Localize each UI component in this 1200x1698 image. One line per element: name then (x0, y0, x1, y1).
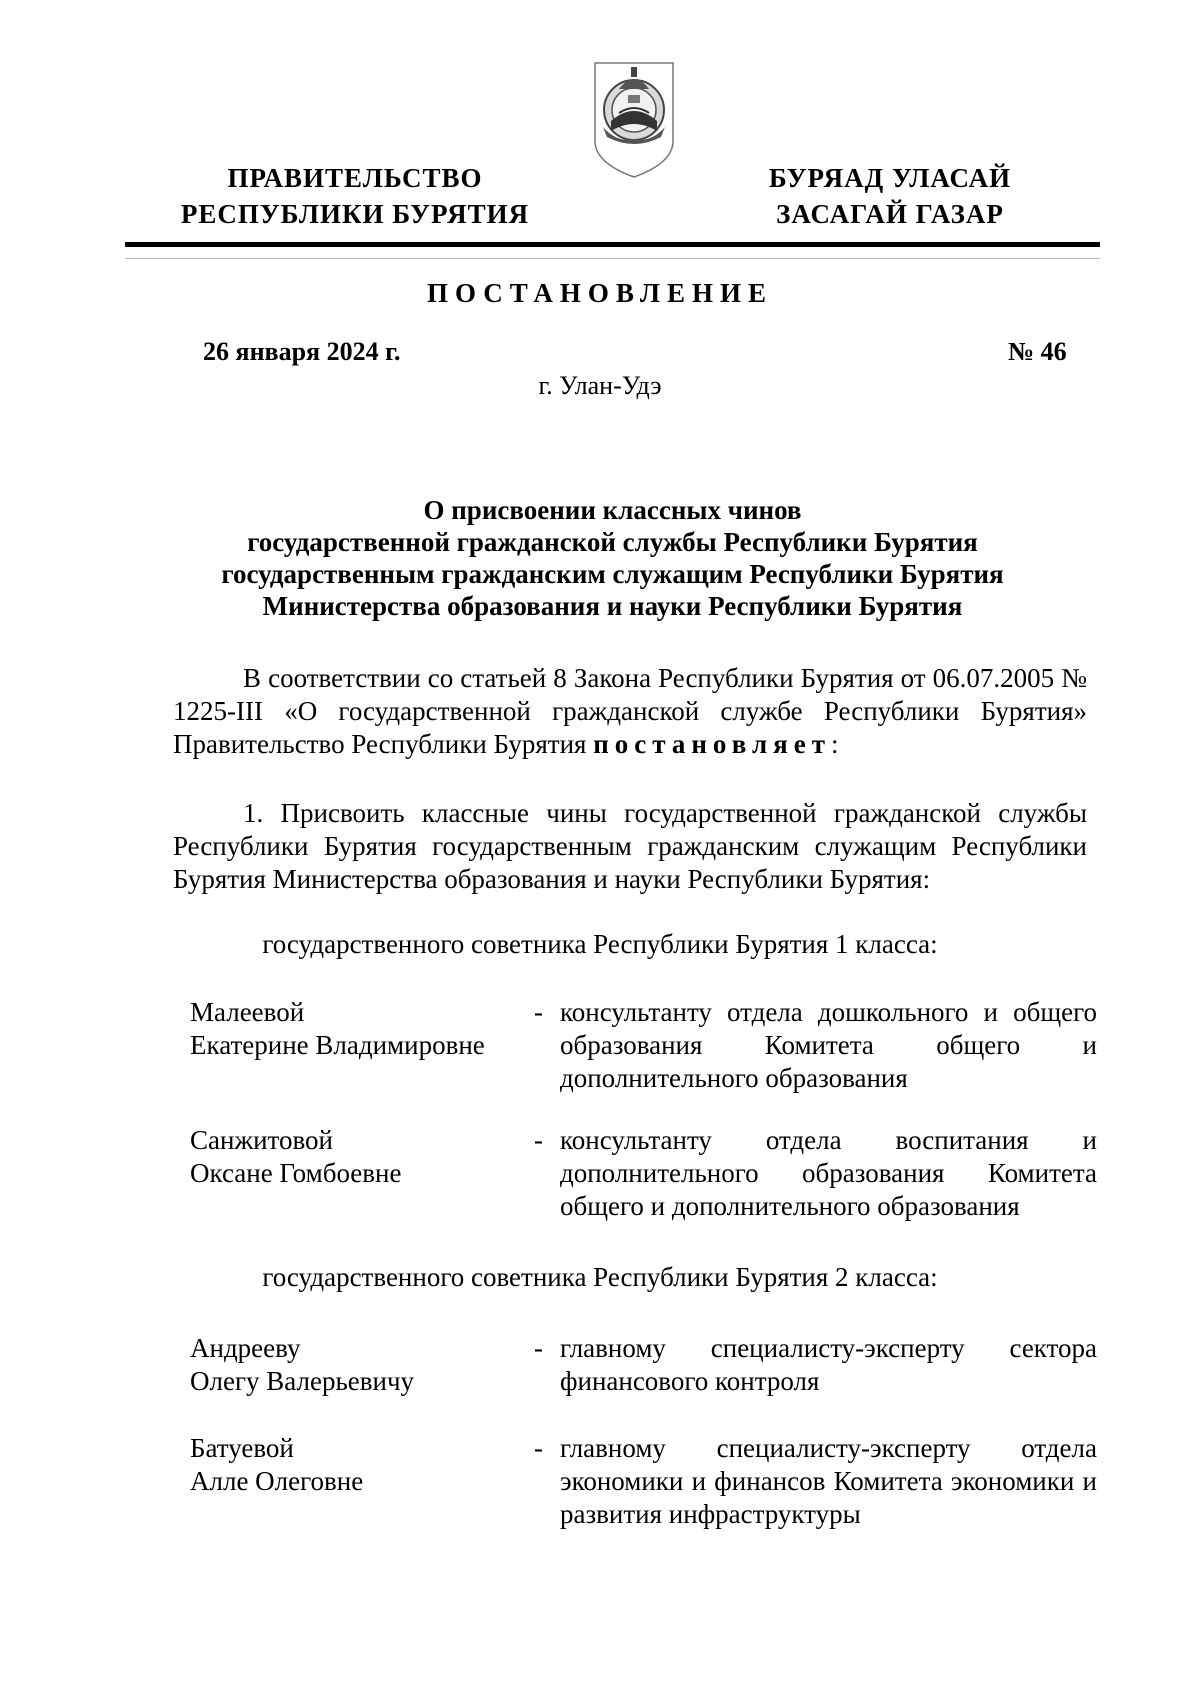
header-divider-thin (125, 258, 1100, 259)
org-left-line-2: РЕСПУБЛИКИ БУРЯТИЯ (180, 199, 530, 229)
rank-heading-1: государственного советника Республики Бурятия 1 класса: (262, 929, 938, 959)
government-name-russian (170, 160, 540, 232)
person-surname: Санжитовой (190, 1125, 334, 1155)
entry-dash: - (534, 1333, 543, 1363)
person-position: главному специалисту-эксперту отдела экономики и финансов Комитета экономики и развития инфраструктуры (560, 1433, 1097, 1529)
government-name-buryat (745, 160, 1035, 232)
person-given-names: Екатерине Владимировне (190, 1030, 485, 1060)
org-left-line-1: ПРАВИТЕЛЬСТВО (227, 163, 483, 193)
entry-dash: - (534, 997, 543, 1027)
org-right-line-1: БУРЯАД УЛАСАЙ (768, 163, 1012, 193)
document-type: ПОСТАНОВЛЕНИЕ (426, 278, 774, 308)
person-surname: Андрееву (190, 1333, 301, 1363)
preamble-verb: постановляет (593, 729, 831, 759)
header-divider-thick (125, 242, 1100, 247)
coat-of-arms-icon (589, 55, 679, 180)
title-line-1: О присвоении классных чинов (423, 495, 802, 525)
entry-dash: - (534, 1125, 543, 1155)
document-city: г. Улан-Удэ (538, 371, 662, 400)
rank-heading-2: государственного советника Республики Бурятия 2 класса: (262, 1262, 938, 1292)
org-right-line-2: ЗАСАГАЙ ГАЗАР (776, 199, 1004, 229)
document-number: № 46 (1008, 337, 1067, 366)
person-position: консультанту отдела дошкольного и общего образования Комитета общего и дополнительного образования (560, 997, 1097, 1093)
preamble-text: В соответствии со статьей 8 Закона Республики Бурятия от 06.07.2005 № 1225-III «О государственной гражданской службе Республики Бурятия» Правительство Республики Бурятия (173, 663, 1087, 759)
person-surname: Малеевой (190, 997, 305, 1027)
entry-dash: - (534, 1433, 543, 1463)
person-given-names: Олегу Валерьевичу (190, 1366, 415, 1396)
person-name (190, 1432, 520, 1498)
title-line-4: Министерства образования и науки Республики Бурятия (262, 591, 963, 621)
preamble-paragraph (173, 662, 1087, 761)
person-given-names: Оксане Гомбоевне (190, 1158, 402, 1188)
document-title (160, 494, 1065, 622)
person-given-names: Алле Олеговне (190, 1466, 364, 1496)
preamble-end: : (830, 729, 839, 759)
title-line-2: государственной гражданской службы Республики Бурятия (247, 527, 978, 557)
item-1-text: 1. Присвоить классные чины государственной гражданской службы Республики Бурятия государственным гражданским служащим Республики Бурятия Министерства образования и науки Республики Бурятия: (173, 798, 1087, 894)
person-name (190, 996, 520, 1062)
document-date: 26 января 2024 г. (203, 337, 401, 366)
item-1-paragraph (173, 797, 1087, 896)
person-name (190, 1124, 520, 1190)
person-name (190, 1332, 520, 1398)
title-line-3: государственным гражданским служащим Республики Бурятия (221, 559, 1004, 589)
person-position: главному специалисту-эксперту сектора финансового контроля (560, 1333, 1097, 1396)
person-surname: Батуевой (190, 1433, 294, 1463)
person-position: консультанту отдела воспитания и дополнительного образования Комитета общего и дополнительного образования (560, 1125, 1097, 1221)
